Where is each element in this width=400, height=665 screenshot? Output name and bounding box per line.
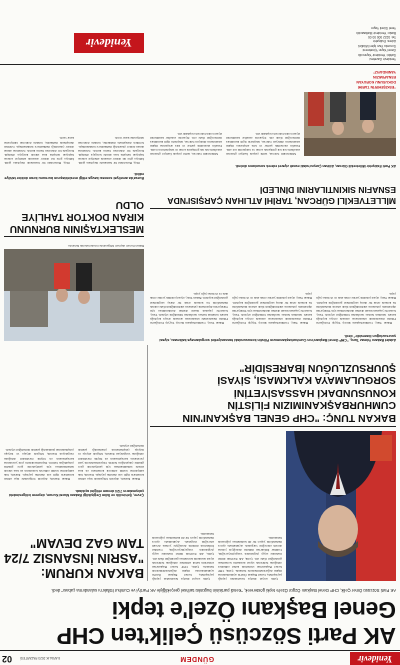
lead-deck: AK Parti Sözcüsü Ömer Çelik, CHP Genel Başkanı Özgür Özel'e tepki göstererek, "Kendi partisinin bugünkü tarihsel gerçekliğiyle AK Parti'yi ve Cumhur İttifakı'nı sulandırma çabası" dedi. [51, 588, 396, 593]
esnaf-body-col-2 [150, 70, 222, 156]
lead-body-col-2 [152, 431, 214, 581]
footer-rule [0, 64, 400, 65]
esnaf-photo [304, 92, 396, 156]
tunc-body-text: Bakan Tunç, Cumhurbaşkanı Recep Tayyip Erdoğan'ın Filistin meselesinde uluslararası arenada ortaya koyduğu kararlı tutumun herkes tarafından bilindiğini söyledi. Tunç, Gazze'de yaşanan insani dramın durdurulması için Türkiye'nin diplomatik çabalarını sürdürdüğünü ifade ederek muhalefetin bu konuda ortak bir duruş sergilemesi gerektiğini kaydetti. Bakan Tunç, siyasi polemik yerine ortak akla ve vicdana çağrı yaptı. [316, 292, 396, 325]
kurum-body-col-2 [4, 345, 74, 481]
section-label: GÜNDEM [179, 655, 215, 662]
esnaf-body-text: Milletvekili Gürcan, tarihi çarşıda faaliyet gösteren esnaflarla tek tek görüşerek sorun ve taleplerini not aldı. Esnafın ekonomik şartlar ve kira artışlarına ilişkin sıkıntılarını dinleyen Gürcan, taleplerin ilgili kurumlara iletileceğini ifade etti. Ziyarette esnaflar kendilerini ziyaret eden Gürcan'a teşekkür etti. [226, 131, 300, 156]
masthead-logo: Yenidevir [350, 652, 400, 665]
imprint-line: Tel: 0222 000 00 00 [367, 34, 396, 39]
column-divider [147, 345, 148, 581]
tunc-body-col-2 [232, 213, 312, 325]
page-number: 02 [2, 654, 13, 664]
esnaf-headline: MİLLETVEKİLİ GÜRCAN, TARİHİ ATLIHAN ÇARŞISI'NDA ESNAFIN SIKINTILARINI DİNLEDİ [167, 185, 396, 206]
esnaf-body-text-cont: Milletvekili Gürcan, tarihi çarşıda faaliyet gösteren esnaflarla tek tek görüşerek sorun ve taleplerini not aldı. Esnafın ekonomik şartlar ve kira artışlarına ilişkin sıkıntılarını dinleyen Gürcan, taleplerin ilgili kurumlara iletileceğini ifade etti. Ziyarette esnaflar kendilerini ziyaret eden Gürcan'a teşekkür etti. [150, 131, 222, 156]
lead-body-text-cont: Çelik sosyal medya hesabından yaptığı paylaşımda, Genel Başkan Özel'in açıklamalarına ilişkin değerlendirmelerde bulundu. Çelik, CHP Genel Başkanı'nın sözlerinin kabul edilemez olduğunu belirterek siyasi nezaketin korunması gerektiğini ifade etti. Çelik, AK Parti'nin millet iradesine saygı çizgisinden vazgeçmeyeceğini, Cumhur İttifakı'nın milletin desteğiyle yoluna devam edeceğini vurguladı. Açıklamada ayrıca muhalefetin yapıcı bir dil kullanması çağrısında bulunuldu. [152, 531, 214, 581]
imprint-line: Adres: Eskişehir [372, 39, 396, 44]
esnaf-pull-quote [304, 67, 396, 89]
pull-quote-line: "ESKİŞEHİR'İN TARİHİ [357, 85, 396, 89]
footer-logo: Yenidevir [74, 33, 144, 53]
tunc-body-text-cont: Bakan Tunç, Cumhurbaşkanı Recep Tayyip Erdoğan'ın Filistin meselesinde uluslararası arenada ortaya koyduğu kararlı tutumun herkes tarafından bilindiğini söyledi. Tunç, Gazze'de yaşanan insani dramın durdurulması için Türkiye'nin diplomatik çabalarını sürdürdüğünü ifade ederek muhalefetin bu konuda ortak bir duruş sergilemesi gerektiğini kaydetti. Bakan Tunç, siyasi polemik yerine ortak akla ve vicdana çağrı yaptı. [232, 292, 312, 325]
esnaf-photo-illustration [304, 92, 396, 156]
imprint-line: Sorumlu Yazı İşleri Müdürü [357, 43, 396, 48]
pull-quote-line: ESNAFIMIZIN [373, 75, 396, 79]
kurum-photo-illustration [4, 249, 144, 341]
tunc-body-text-cont-2: Bakan Tunç, Cumhurbaşkanı Recep Tayyip Erdoğan'ın Filistin meselesinde uluslararası arenada ortaya koyduğu kararlı tutumun herkes tarafından bilindiğini söyledi. Tunç, Gazze'de yaşanan insani dramın durdurulması için Türkiye'nin diplomatik çabalarını sürdürdüğünü ifade ederek muhalefetin bu konuda ortak bir duruş sergilemesi gerektiğini kaydetti. Bakan Tunç, siyasi polemik yerine ortak akla ve vicdana çağrı yaptı. [150, 292, 228, 325]
meslektas-body-col-1 [78, 107, 144, 165]
kurum-photo-caption: Bakan Kurum deprem bölgesinde incelemelerde bulundu. [67, 244, 144, 248]
imprint-block [152, 5, 396, 61]
meslektas-body-text-cont: Olay, Bursa'daki bir hastanede meydana geldi. İddiaya göre iki doktor arasında ameliyat sonrası başlayan tartışma kısa sürede kavgaya dönüştü. Kavgada bir doktorun burnu kırıldı. Gözaltına alınan doktor çıkarıldığı mahkemece tutuklanmıştı. Görülen duruşmada mahkeme, tutuklu doktorun tahliyesine karar verdi. [4, 136, 74, 165]
imprint-line: Sahibi: Yenidevir Yayıncılık [358, 52, 396, 57]
story-rule-3 [150, 208, 396, 209]
tunc-body-col-3 [150, 213, 228, 325]
meslektas-headline: MESLEKTAŞININ BURNUNU KIRAN DOKTOR TAHLİYE OLDU [9, 199, 144, 234]
imprint-line: Baskı: Yenidevir Matbaacılık [356, 30, 396, 35]
kurum-deck: Çevre, Şehircilik ve İklim Değişikliği Bakanı Murat Kurum, deprem bölgesindeki çalışmaların 7/24 devam ettiğini açıkladı. [8, 488, 144, 497]
story-rule-2 [4, 236, 144, 237]
pull-quote-line: YANINDAYIZ" [372, 70, 396, 74]
portrait-photo [286, 431, 396, 581]
tunc-headline: BAKAN TUNÇ: "CHP GENEL BAŞKANI'NIN CUMHURBAŞKANIMIZIN FİLİSTİN KONUSUNDAKİ HASSASİYETİNİ SORGULAMAYA KALKMASI, SİYASİ ŞUURSUZLUĞUN İBARESİDİR" [182, 362, 396, 424]
issue-date: 8 ARALIK 2023 PAZARTESİ [20, 656, 61, 660]
tunc-body-col-1 [316, 213, 396, 325]
kurum-body-text: Bakan Kurum, deprem bölgesinde inşa edilen konutlarla ilgili son durumu paylaştı. Kurum, hak sahiplerine teslim edilecek konutların en kısa sürede tamamlanması için şantiyelerde gece gündüz çalışıldığını belirtti. Depremzedelerin yeni yuvalarına kavuşmasının en büyük öncelikleri olduğunu vurgulayan Kurum, bölgede altyapı ve üstyapı çalışmalarının planlandığı şekilde ilerlediğini söyledi. [78, 444, 144, 481]
lead-headline: AK Parti Sözcüsü Çelik'ten CHP Genel Başkanı Özel'e tepki [57, 597, 396, 649]
imprint-line: Yerel Süreli Yayın [371, 26, 396, 31]
meslektas-body-col-2 [4, 107, 74, 165]
esnaf-deck: AK Parti Eskişehir Milletvekili Gürcan, Atlıhan Çarşısı'ndaki esnafı ziyaret ederek sorunlarını dinledi. [234, 164, 396, 168]
meslektas-body-text: Olay, Bursa'daki bir hastanede meydana geldi. İddiaya göre iki doktor arasında ameliyat sonrası başlayan tartışma kısa sürede kavgaya dönüştü. Kavgada bir doktorun burnu kırıldı. Gözaltına alınan doktor çıkarıldığı mahkemece tutuklanmıştı. Görülen duruşmada mahkeme, tutuklu doktorun tahliyesine karar verdi. [78, 136, 144, 165]
portrait-illustration [286, 431, 396, 581]
pull-quote-line: DOKUSUNU KORUYAN [356, 80, 396, 84]
masthead-rule [0, 650, 400, 651]
meslektas-deck: Bursa'da ameliyat sonrası kavga ettiği meslektaşının burnunu kıran doktor tahliye edildi. [4, 171, 144, 180]
tunc-deck: Adalet Bakanı Yılmaz Tunç, "CHP Genel Başkanı'nın Cumhurbaşkanımızın Filistin konusundaki hassasiyetini sorgulamaya kalkması, siyasi şuursuzluğun ibaresidir" dedi. [159, 333, 396, 342]
story-rule [150, 426, 396, 427]
lead-body-col-1 [218, 431, 282, 581]
kurum-headline: BAKAN KURUM: "ASRIN İNSANSIZ 7/24 TAM GAZ DEVAM" [4, 536, 144, 581]
kurum-body-col-1 [78, 345, 144, 481]
imprint-line: Genel Yayın Yönetmeni [362, 48, 396, 53]
kurum-photo [4, 249, 144, 341]
esnaf-body-col-1 [226, 70, 300, 156]
lead-body-text: Çelik sosyal medya hesabından yaptığı paylaşımda, Genel Başkan Özel'in açıklamalarına ilişkin değerlendirmelerde bulundu. Çelik, CHP Genel Başkanı'nın sözlerinin kabul edilemez olduğunu belirterek siyasi nezaketin korunması gerektiğini ifade etti. Çelik, AK Parti'nin millet iradesine saygı çizgisinden vazgeçmeyeceğini, Cumhur İttifakı'nın milletin desteğiyle yoluna devam edeceğini vurguladı. Açıklamada ayrıca muhalefetin yapıcı bir dil kullanması çağrısında bulunuldu. [218, 536, 282, 581]
imprint-line: Yenidevir Gazetesi [369, 57, 396, 61]
kurum-body-text-cont: Bakan Kurum, deprem bölgesinde inşa edilen konutlarla ilgili son durumu paylaştı. Kurum, hak sahiplerine teslim edilecek konutların en kısa sürede tamamlanması için şantiyelerde gece gündüz çalışıldığını belirtti. Depremzedelerin yeni yuvalarına kavuşmasının en büyük öncelikleri olduğunu vurgulayan Kurum, bölgede altyapı ve üstyapı çalışmalarının planlandığı şekilde ilerlediğini söyledi. [4, 448, 74, 481]
